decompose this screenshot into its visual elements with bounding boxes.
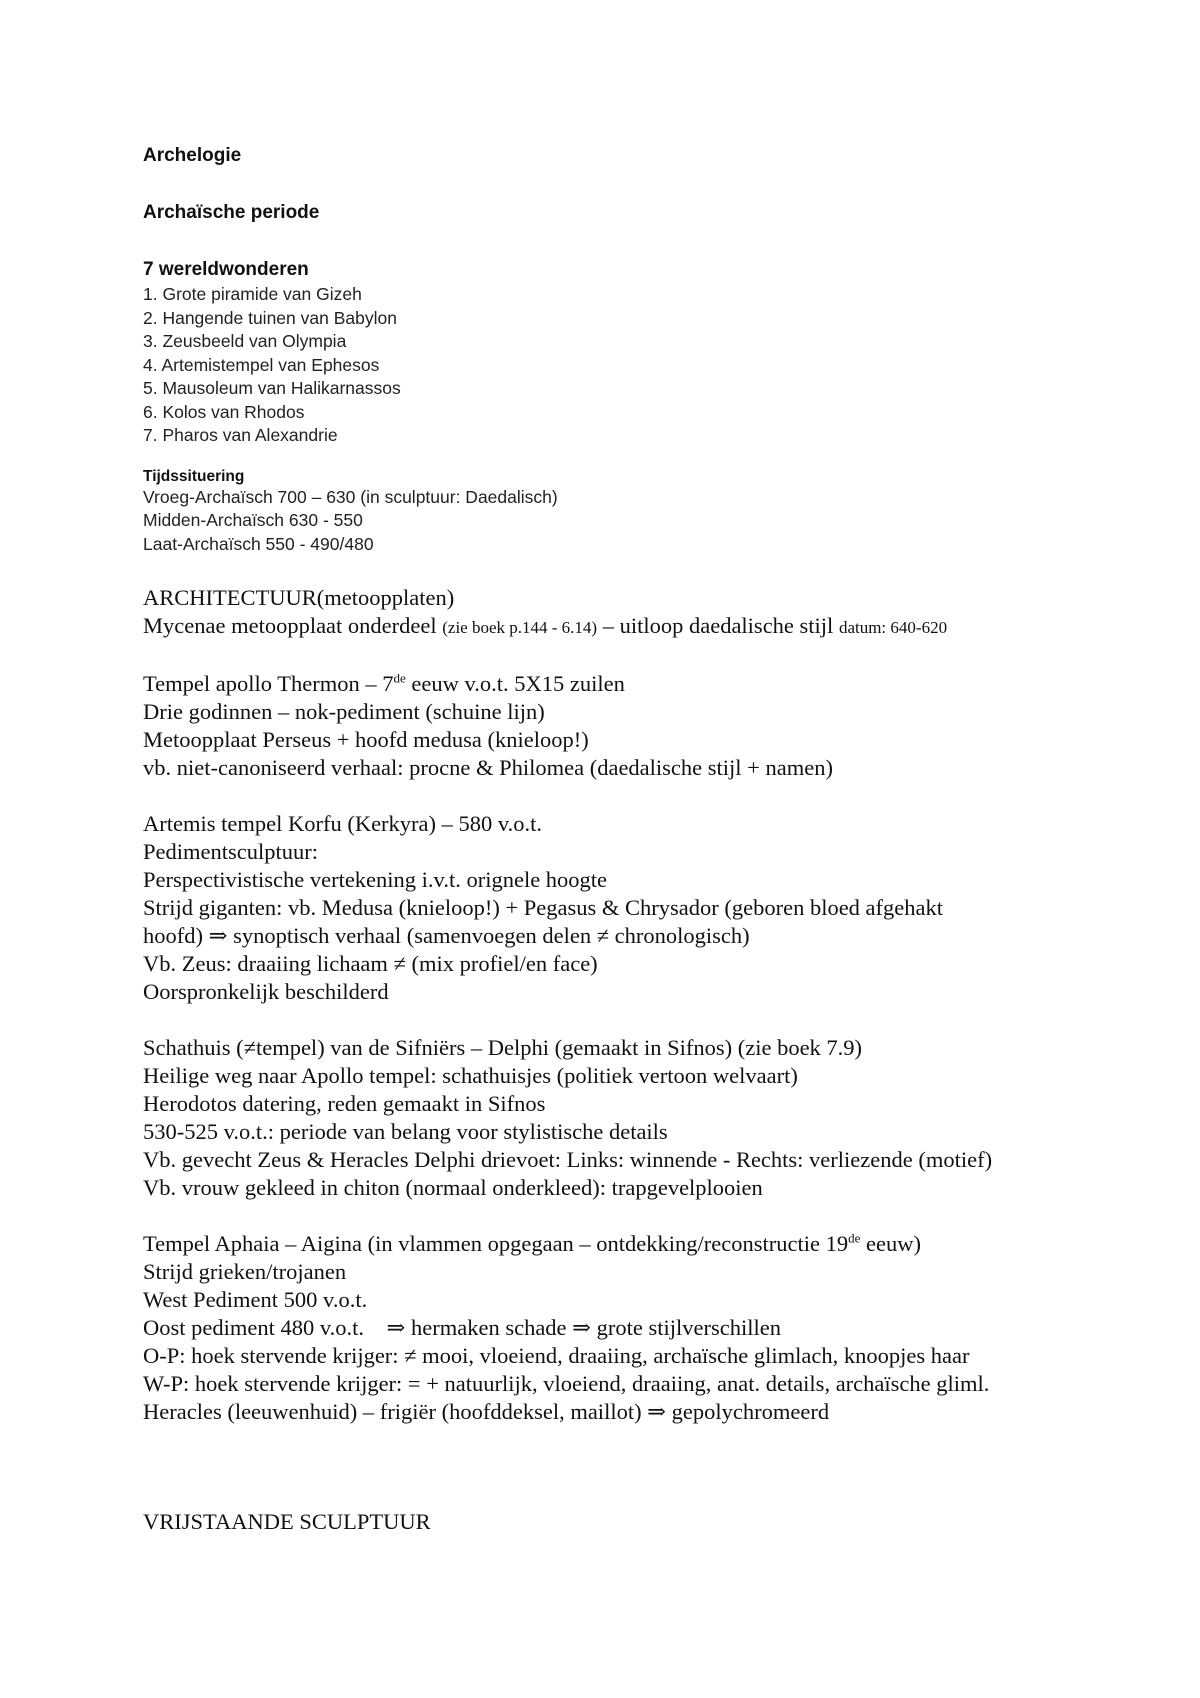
text-line: Herodotos datering, reden gemaakt in Sifnos xyxy=(143,1091,546,1116)
section-architectuur xyxy=(143,584,1143,642)
section-title-archaische-periode: Archaïsche periode xyxy=(143,202,320,223)
text-line: Vb. gevecht Zeus & Heracles Delphi drievoet: Links: winnende - Rechts: verliezende (motief) xyxy=(143,1147,993,1172)
document-title: Archelogie xyxy=(143,145,242,166)
text-line: Heilige weg naar Apollo tempel: schathuisjes (politiek vertoon welvaart) xyxy=(143,1063,798,1088)
document-page xyxy=(143,145,1143,1536)
text-line: Midden-Archaïsch 630 - 550 xyxy=(143,510,363,530)
text-line-aphaia-title xyxy=(143,1230,1143,1258)
tijdssituering-lines xyxy=(143,486,1143,557)
aphaia-title-part: eeuw) xyxy=(860,1231,921,1256)
text-line: Schathuis (≠tempel) van de Sifniërs – Delphi (gemaakt in Sifnos) (zie boek 7.9) xyxy=(143,1035,863,1060)
text-line: Vb. vrouw gekleed in chiton (normaal onderkleed): trapgevelplooien xyxy=(143,1175,763,1200)
text-line: Pedimentsculptuur: xyxy=(143,839,318,864)
text-line: Vroeg-Archaïsch 700 – 630 (in sculptuur: Daedalisch) xyxy=(143,486,558,507)
mycenae-main: Mycenae metoopplaat onderdeel xyxy=(143,613,443,638)
text-line: Perspectivistische vertekening i.v.t. orignele hoogte xyxy=(143,867,608,892)
heading-architectuur: ARCHITECTUUR(metoopplaten) xyxy=(143,585,455,610)
superscript: de xyxy=(393,670,406,686)
text-line-mycenae xyxy=(143,612,1143,642)
text-line: 530-525 v.o.t.: periode van belang voor stylistische details xyxy=(143,1119,668,1144)
text-line: hoofd) ⇒ synoptisch verhaal (samenvoegen delen ≠ chronologisch) xyxy=(143,923,750,948)
list-item: 5. Mausoleum van Halikarnassos xyxy=(143,378,401,398)
text-line: vb. niet-canoniseerd verhaal: procne & Philomea (daedalische stijl + namen) xyxy=(143,755,833,780)
text-line: Strijd giganten: vb. Medusa (knieloop!) + Pegasus & Chrysador (geboren bloed afgehakt xyxy=(143,895,944,920)
superscript: de xyxy=(848,1230,861,1246)
text-line-thermon-title xyxy=(143,670,1143,698)
mycenae-date: datum: 640-620 xyxy=(838,618,948,637)
text-line: Strijd grieken/trojanen xyxy=(143,1259,347,1284)
section-sifnos xyxy=(143,1034,1143,1202)
text-line: Metoopplaat Perseus + hoofd medusa (knieloop!) xyxy=(143,727,589,752)
thermon-title-part: eeuw v.o.t. 5X15 zuilen xyxy=(405,671,625,696)
list-item: 2. Hangende tuinen van Babylon xyxy=(143,307,397,328)
section-aphaia xyxy=(143,1230,1143,1426)
section-korfu xyxy=(143,810,1143,1006)
text-line: West Pediment 500 v.o.t. xyxy=(143,1287,368,1312)
mycenae-mid: – uitloop daedalische stijl xyxy=(597,613,839,638)
text-line: Drie godinnen – nok-pediment (schuine lijn) xyxy=(143,699,545,724)
text-line: Artemis tempel Korfu (Kerkyra) – 580 v.o.t. xyxy=(143,811,543,836)
list-item: 1. Grote piramide van Gizeh xyxy=(143,284,362,304)
mycenae-ref: (zie boek p.144 - 6.14) xyxy=(442,618,598,637)
heading-vrijstaande-sculptuur: VRIJSTAANDE SCULPTUUR xyxy=(143,1509,431,1534)
list-item: 4. Artemistempel van Ephesos xyxy=(143,354,380,375)
list-item: 7. Pharos van Alexandrie xyxy=(143,425,338,445)
text-line: O-P: hoek stervende krijger: ≠ mooi, vloeiend, draaiing, archaïsche glimlach, knoopjes haar xyxy=(143,1343,970,1368)
aphaia-title-part: Tempel Aphaia – Aigina (in vlammen opgegaan – ontdekking/reconstructie 19 xyxy=(143,1231,849,1256)
wonders-list xyxy=(143,283,1143,448)
text-line: Oorspronkelijk beschilderd xyxy=(143,979,389,1004)
text-line: W-P: hoek stervende krijger: = + natuurlijk, vloeiend, draaiing, anat. details, archaïsche gliml. xyxy=(143,1371,990,1396)
text-line: Vb. Zeus: draaiing lichaam ≠ (mix profiel/en face) xyxy=(143,951,598,976)
heading-wereldwonderen: 7 wereldwonderen xyxy=(143,259,309,280)
text-line: Heracles (leeuwenhuid) – frigiër (hoofddeksel, maillot) ⇒ gepolychromeerd xyxy=(143,1399,830,1424)
list-item: 3. Zeusbeeld van Olympia xyxy=(143,331,347,351)
text-line: Laat-Archaïsch 550 - 490/480 xyxy=(143,533,374,554)
section-thermon xyxy=(143,670,1143,782)
text-line: Oost pediment 480 v.o.t. ⇒ hermaken schade ⇒ grote stijlverschillen xyxy=(143,1315,781,1340)
list-item: 6. Kolos van Rhodos xyxy=(143,401,305,422)
heading-tijdssituering: Tijdssituering xyxy=(143,467,245,485)
thermon-title-part: Tempel apollo Thermon – 7 xyxy=(143,671,394,696)
